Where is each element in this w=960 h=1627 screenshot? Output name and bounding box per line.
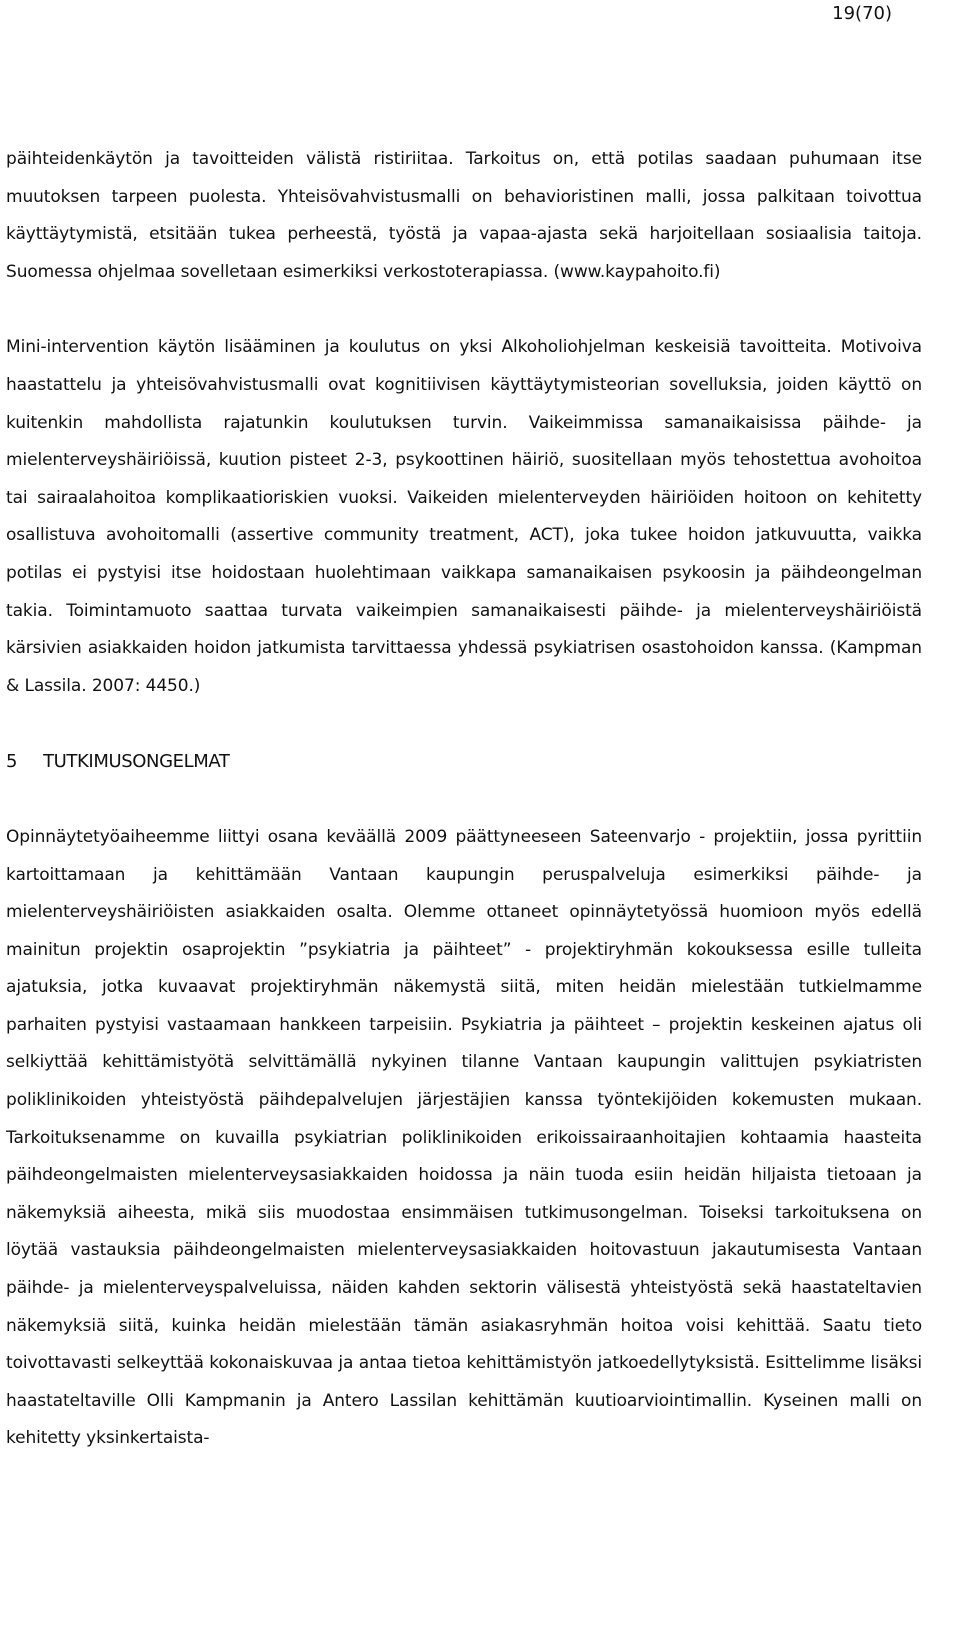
paragraph-research-problem: Opinnäytetyöaiheemme liittyi osana keväällä 2009 päättyneeseen Sateenvarjo - projektiin, jossa pyrittiin kartoittamaan ja kehittämään Vantaan kaupungin peruspalveluja esimerkiksi päihde- ja mielenterveyshäiriöisten asiakkaiden osalta. Olemme ottaneet opinnäytetyössä huomioon myös edellä mainitun projektin osaprojektin ”psykiatria ja päihteet” - projektiryhmän kokouksessa esille tulleita ajatuksia, jotka kuvaavat projektiryhmän näkemystä siitä, miten heidän mielestään tutkielmamme parhaiten pystyisi vastaamaan hankkeen tarpeisiin. Psykiatria ja päihteet – projektin keskeinen ajatus oli selkiyttää kehittämistyötä selvittämällä nykyinen tilanne Vantaan kaupungin valittujen psykiatristen poliklinikoiden yhteistyöstä päihdepalvelujen järjestäjien kanssa työntekijöiden kokemusten mukaan. Tarkoituksenamme on kuvailla psykiatrian poliklinikoiden erikoissairaanhoitajien kohtaamia haasteita päihdeongelmaisten mielenterveysasiakkaiden hoidossa ja näin tuoda esiin heidän hiljaista tietoaan ja näkemyksiä aiheesta, mikä siis muodostaa ensimmäisen tutkimusongelman. Toiseksi tarkoituksena on löytää vastauksia päihdeongelmaisten mielenterveysasiakkaiden hoitovastuun jakautumisesta Vantaan päihde- ja mielenterveyspalveluissa, näiden kahden sektorin välisestä yhteistyöstä sekä haastateltavien näkemyksiä siitä, kuinka heidän mielestään tämän asiakasryhmän hoitoa voisi kehittää. Saatu tieto toivottavasti selkeyttää kokonaiskuvaa ja antaa tietoa kehittämistyön jatkoedellytyksistä. Esittelimme lisäksi haastateltaville Olli Kampmanin ja Antero Lassilan kehittämän kuutioarviointimallin. Kyseinen malli on kehitetty yksinkertaista- — [6, 826, 922, 1449]
section-heading — [6, 743, 922, 781]
document-body — [6, 141, 922, 1458]
paragraph-motivational-interviewing: päihteidenkäytön ja tavoitteiden välistä ristiriitaa. Tarkoitus on, että potilas saadaan puhumaan itse muutoksen tarpeen puolesta. Yhteisövahvistusmalli on behavioristinen malli, jossa palkitaan toivottua käyttäytymistä, etsitään tukea perheestä, työstä ja vapaa-ajasta sekä harjoitellaan sosiaalisia taitoja. Suomessa ohjelmaa sovelletaan esimerkiksi verkostoterapiassa. (www.kaypahoito.fi) — [6, 149, 922, 282]
section-title: TUTKIMUSONGELMAT — [43, 751, 230, 773]
paragraph-spacer — [6, 705, 922, 743]
paragraph-spacer — [6, 291, 922, 329]
page-number: 19(70) — [832, 3, 892, 24]
section-number: 5 — [6, 751, 18, 773]
paragraph-spacer — [6, 781, 922, 819]
paragraph-mini-intervention: Mini-intervention käytön lisääminen ja koulutus on yksi Alkoholiohjelman keskeisiä tavoitteita. Motivoiva haastattelu ja yhteisövahvistusmalli ovat kognitiivisen käyttäytymisteorian sovelluksia, joiden käyttö on kuitenkin mahdollista rajatunkin koulutuksen turvin. Vaikeimmissa samanaikaisissa päihde- ja mielenterveyshäiriöissä, kuution pisteet 2-3, psykoottinen häiriö, suositellaan myös tehostettua avohoitoa tai sairaalahoitoa komplikaatioriskien vuoksi. Vaikeiden mielenterveyden häiriöiden hoitoon on kehitetty osallistuva avohoitomalli (assertive community treatment, ACT), joka tukee hoidon jatkuvuutta, vaikka potilas ei pystyisi itse hoidostaan huolehtimaan vaikkapa samanaikaisen psykoosin ja päihdeongelman takia. Toimintamuoto saattaa turvata vaikeimpien samanaikaisesti päihde- ja mielenterveyshäiriöistä kärsivien asiakkaiden hoidon jatkumista tarvittaessa yhdessä psykiatrisen osastohoidon kanssa. (Kampman & Lassila. 2007: 4450.) — [6, 337, 922, 696]
